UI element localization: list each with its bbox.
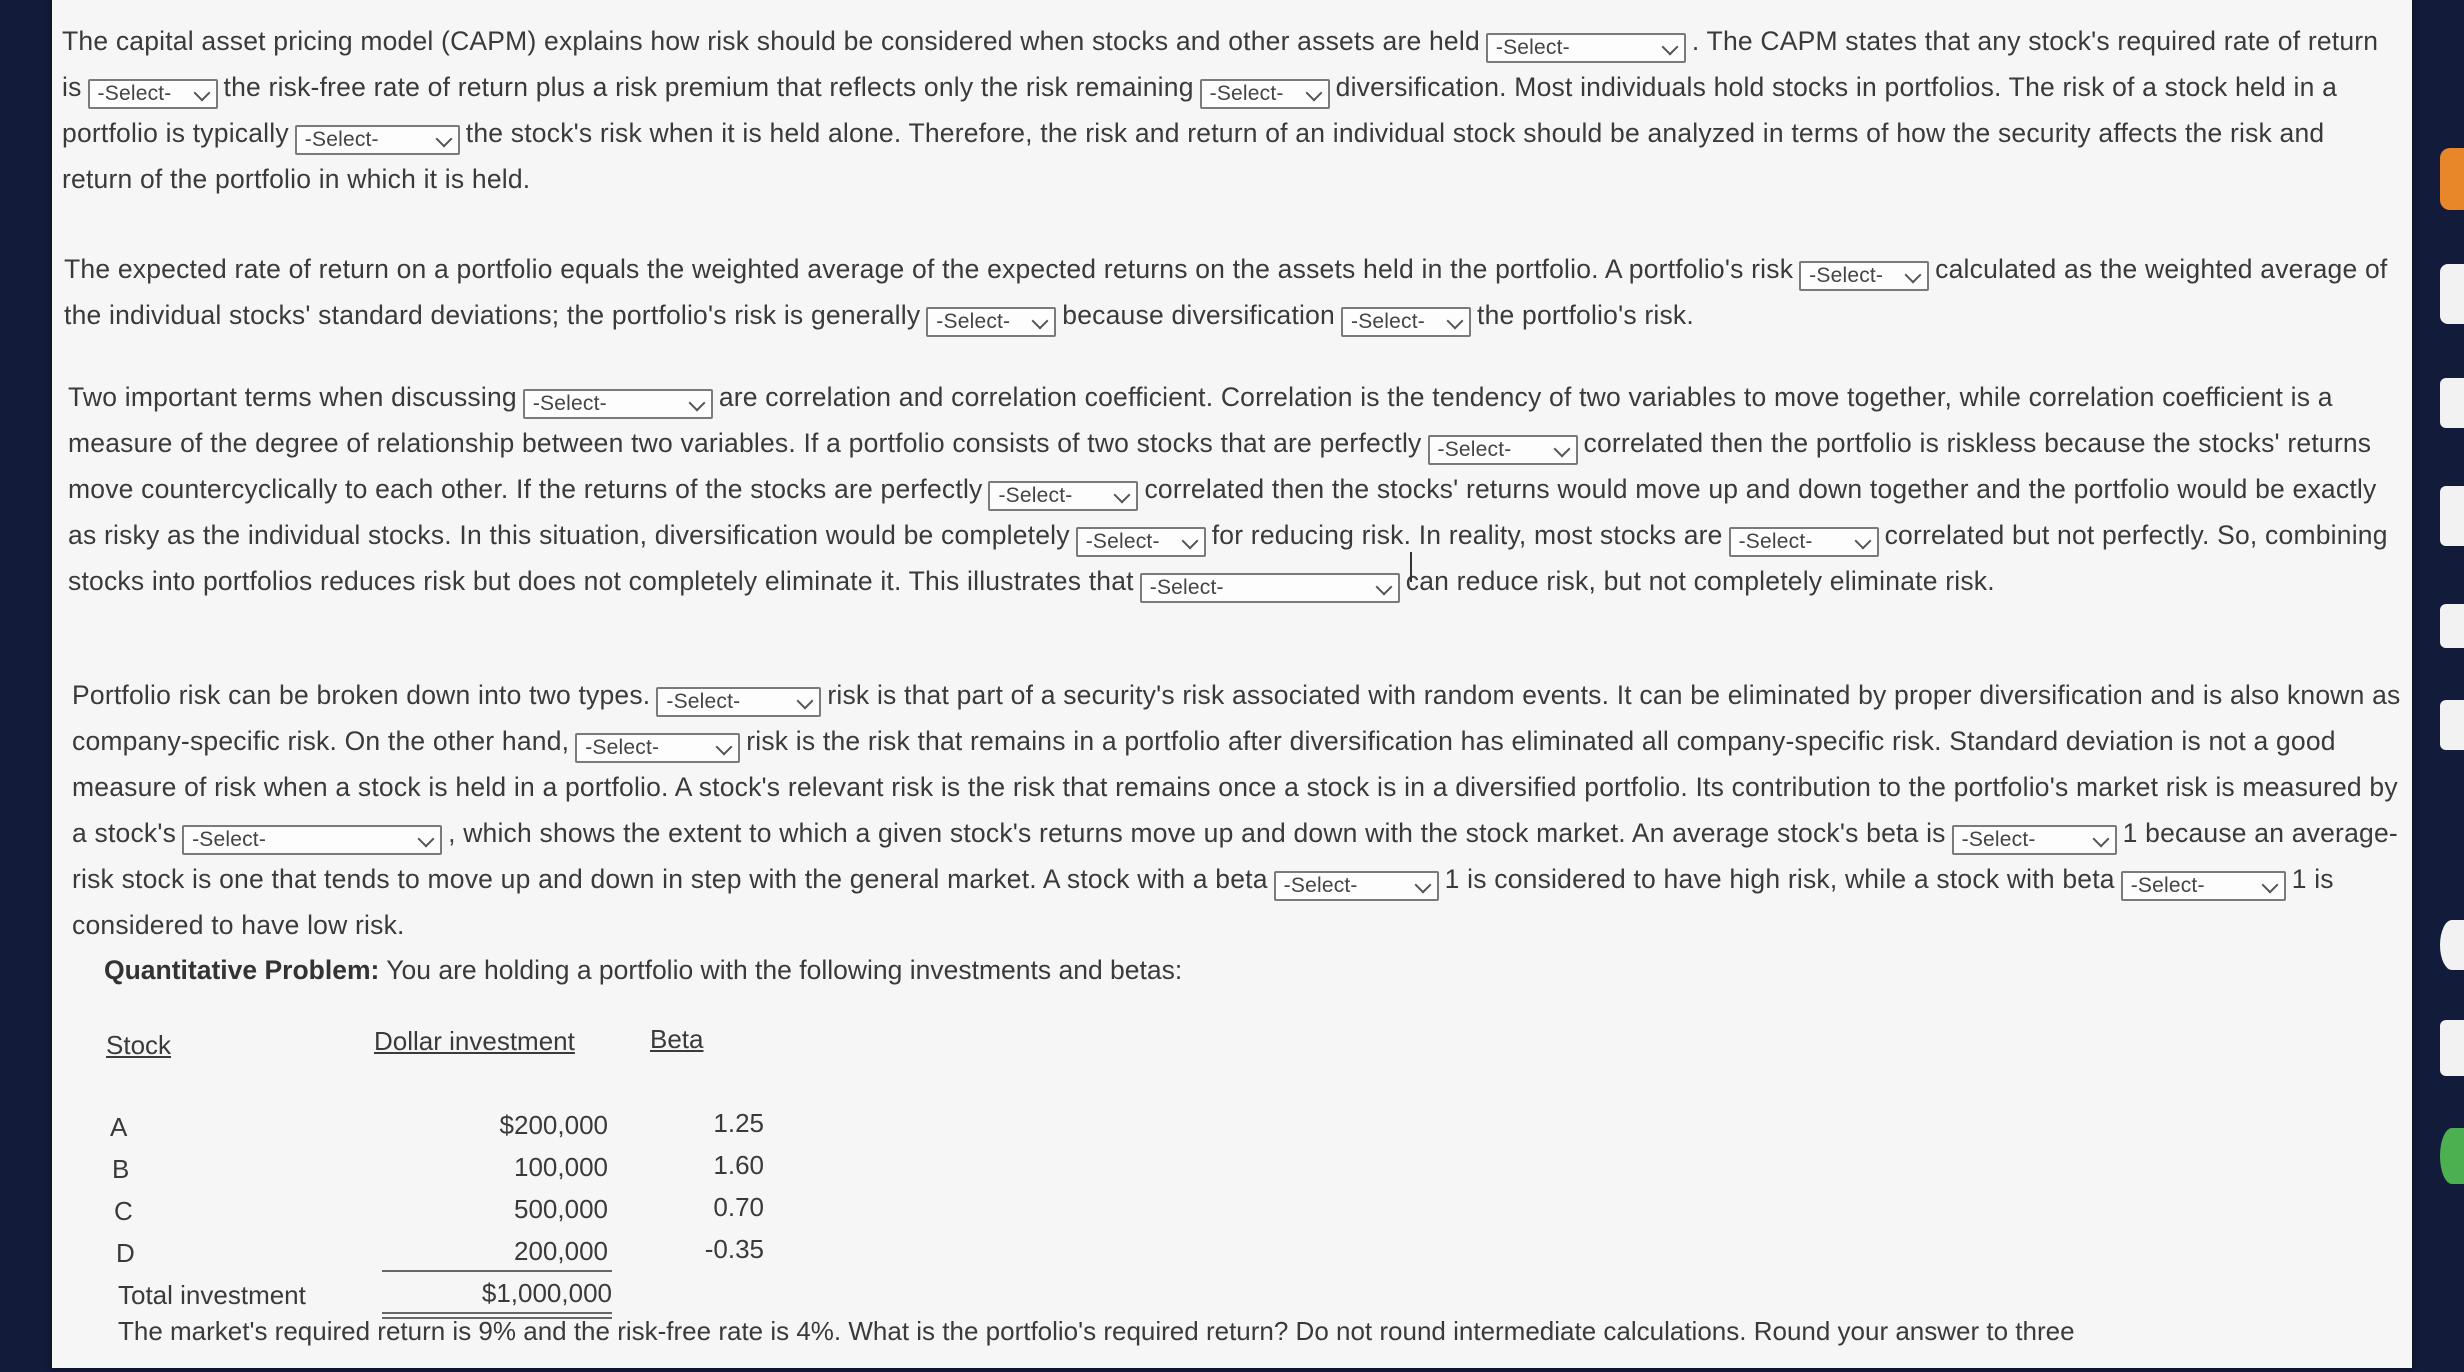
select-dropdown[interactable]: -Select- <box>182 825 442 855</box>
col-header-beta: Beta <box>650 1024 704 1054</box>
chevron-down-icon <box>2261 877 2278 894</box>
investment-cell: 200,000 <box>514 1236 608 1266</box>
side-icon[interactable] <box>2440 920 2464 970</box>
paragraph-capm <box>62 18 2392 202</box>
chevron-down-icon <box>716 739 733 756</box>
chevron-down-icon <box>1447 313 1464 330</box>
select-dropdown[interactable]: -Select- <box>656 687 821 717</box>
quant-text: You are holding a portfolio with the following investments and betas: <box>386 955 1183 985</box>
chevron-down-icon <box>1114 487 1131 504</box>
side-tab[interactable] <box>2440 264 2464 324</box>
question-panel <box>52 0 2412 1368</box>
chevron-down-icon <box>1905 267 1922 284</box>
quant-label: Quantitative Problem: <box>104 955 380 985</box>
chevron-down-icon <box>1854 533 1871 550</box>
text: are correlation and correlation coefficient. Correlation is the tendency of two variables to move together, while correlation coefficient is a measure of the degree of relationship between two variables. If a portfolio consists of two stocks that are perfectly <box>68 382 2333 458</box>
select-dropdown[interactable]: -Select- <box>1274 871 1439 901</box>
quantitative-problem <box>104 955 1182 986</box>
stock-cell: C <box>114 1196 133 1226</box>
text: The expected rate of return on a portfolio equals the weighted average of the expected returns on the assets held in the portfolio. A portfolio's risk <box>64 254 1794 284</box>
paragraph-correlation <box>68 374 2398 604</box>
select-dropdown[interactable]: -Select- <box>2121 871 2286 901</box>
investment-cell: 500,000 <box>514 1194 608 1224</box>
total-label: Total investment <box>118 1280 306 1310</box>
investment-cell: 100,000 <box>514 1152 608 1182</box>
chevron-down-icon <box>797 693 814 710</box>
select-dropdown[interactable]: -Select- <box>1200 79 1330 109</box>
select-dropdown[interactable]: -Select- <box>1428 435 1578 465</box>
text: Portfolio risk can be broken down into two types. <box>72 680 651 710</box>
text: because diversification <box>1062 300 1335 330</box>
text: for reducing risk. In reality, most stocks are <box>1211 520 1723 550</box>
investment-cell: $200,000 <box>499 1110 608 1140</box>
col-header-investment: Dollar investment <box>374 1026 575 1056</box>
stock-cell: A <box>110 1112 128 1142</box>
text: correlated then the stocks' returns would move up and down together and the portfolio would be exactly as risky as the individual stocks. In this situation, diversification would be completely <box>68 474 2377 550</box>
text: the portfolio's risk. <box>1477 300 1694 330</box>
col-header-stock: Stock <box>106 1030 172 1060</box>
stock-cell: D <box>116 1238 135 1268</box>
text: the stock's risk when it is held alone. Therefore, the risk and return of an individual stock should be analyzed in terms of how the security affects the risk and return of the portfolio in which it is held. <box>62 118 2325 194</box>
select-dropdown[interactable]: -Select- <box>1799 261 1929 291</box>
select-dropdown[interactable]: -Select- <box>295 125 460 155</box>
select-dropdown[interactable]: -Select- <box>1140 573 1400 603</box>
text: 1 is considered to have high risk, while a stock with beta <box>1444 864 2115 894</box>
side-tab-orange[interactable] <box>2440 148 2464 210</box>
chevron-down-icon <box>688 395 705 412</box>
chevron-down-icon <box>1181 533 1198 550</box>
text: risk is that part of a security's risk associated with random events. It can be eliminated by proper diversification and is also known as company-specific risk. On the other hand, <box>72 680 2401 756</box>
total-underline <box>382 1312 612 1314</box>
chevron-down-icon <box>1305 85 1322 102</box>
side-tab[interactable] <box>2440 700 2464 750</box>
select-dropdown[interactable]: -Select- <box>988 481 1138 511</box>
chevron-down-icon <box>193 85 210 102</box>
text: 1 because an average-risk stock is one that tends to move up and down in step with the general market. A stock with a beta <box>72 818 2398 894</box>
chevron-down-icon <box>1032 313 1049 330</box>
select-dropdown[interactable]: -Select- <box>926 307 1056 337</box>
chevron-down-icon <box>1375 579 1392 596</box>
chevron-down-icon <box>1661 39 1678 56</box>
select-dropdown[interactable]: -Select- <box>575 733 740 763</box>
total-value: $1,000,000 <box>481 1278 612 1308</box>
select-dropdown[interactable]: -Select- <box>1486 33 1686 63</box>
beta-cell: -0.35 <box>704 1234 764 1264</box>
select-dropdown[interactable]: -Select- <box>1952 825 2117 855</box>
total-divider <box>382 1270 612 1272</box>
text: the risk-free rate of return plus a risk premium that reflects only the risk remaining <box>223 72 1194 102</box>
select-dropdown[interactable]: -Select- <box>1076 527 1206 557</box>
beta-cell: 0.70 <box>713 1192 764 1222</box>
question-text: The market's required return is 9% and the risk-free rate is 4%. What is the portfolio's required return? Do not round intermediate calculations. Round your answer to three <box>118 1316 2075 1346</box>
text: correlated but not perfectly. So, combining stocks into portfolios reduces risk but does not completely eliminate it. This illustrates that <box>68 520 2388 596</box>
text: correlated then the portfolio is riskless because the stocks' returns move countercyclically to each other. If the returns of the stocks are perfectly <box>68 428 2372 504</box>
beta-cell: 1.25 <box>713 1108 764 1138</box>
side-tab[interactable] <box>2440 604 2464 648</box>
chevron-down-icon <box>435 131 452 148</box>
select-dropdown[interactable]: -Select- <box>1729 527 1879 557</box>
text: can reduce risk, but not completely eliminate risk. <box>1405 566 1995 596</box>
select-dropdown[interactable]: -Select- <box>1341 307 1471 337</box>
side-tab[interactable] <box>2440 1020 2464 1076</box>
chevron-down-icon <box>1553 441 1570 458</box>
paragraph-risk-types <box>72 672 2402 948</box>
text: diversification. Most individuals hold stocks in portfolios. The risk of a stock held in a portfolio is typically <box>62 72 2338 148</box>
chevron-down-icon <box>2092 831 2109 848</box>
text: Two important terms when discussing <box>68 382 517 412</box>
select-dropdown[interactable]: -Select- <box>523 389 713 419</box>
stock-cell: B <box>112 1154 130 1184</box>
text: risk is the risk that remains in a portfolio after diversification has eliminated all company-specific risk. Standard deviation is not a good measure of risk when a stock is held in a portfolio. A stock's relevant risk is the risk that remains once a stock is in a diversified portfolio. Its contribution to the portfolio's market risk is measured by a stock's <box>72 726 2398 848</box>
text: calculated as the weighted average of the individual stocks' standard deviations; the portfolio's risk is generally <box>64 254 2388 330</box>
select-dropdown[interactable]: -Select- <box>88 79 218 109</box>
beta-cell: 1.60 <box>713 1150 764 1180</box>
text: 1 is considered to have low risk. <box>72 864 2334 940</box>
side-tab[interactable] <box>2440 378 2464 428</box>
side-tab[interactable] <box>2440 486 2464 546</box>
text-cursor-icon <box>1410 552 1422 582</box>
side-icon-green[interactable] <box>2440 1128 2464 1184</box>
chevron-down-icon <box>1414 877 1431 894</box>
text: . The CAPM states that any stock's required rate of return is <box>62 26 2379 102</box>
text: The capital asset pricing model (CAPM) explains how risk should be considered when stocks and other assets are held <box>62 26 1480 56</box>
paragraph-portfolio-return <box>64 246 2394 338</box>
text: , which shows the extent to which a given stock's returns move up and down with the stock market. An average stock's beta is <box>448 818 1946 848</box>
chevron-down-icon <box>418 831 435 848</box>
